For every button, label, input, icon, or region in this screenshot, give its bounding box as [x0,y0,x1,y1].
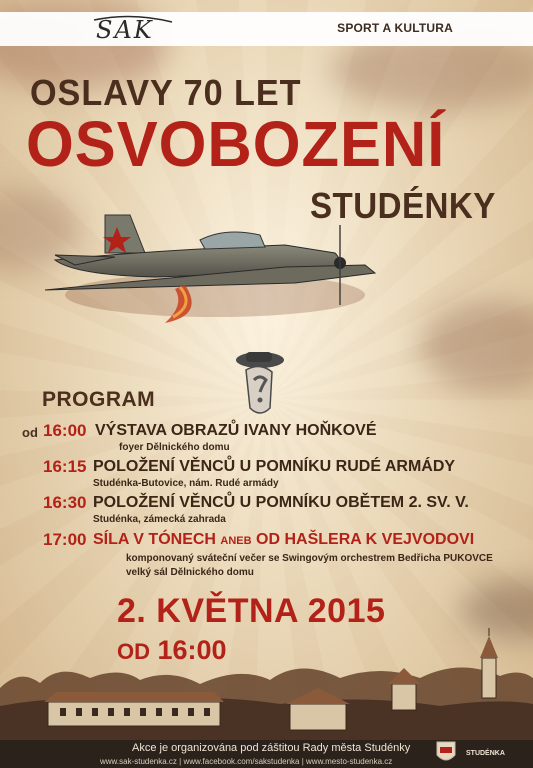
event-title-part: SÍLA V TÓNECH [93,531,216,548]
header-tagline: SPORT A KULTURA [337,21,453,35]
start-time-value: 16:00 [157,635,227,665]
title-line2: OSVOBOZENÍ [26,108,446,180]
landscape-illustration [0,628,533,740]
event-title: VÝSTAVA OBRAZŮ IVANY HOŇKOVÉ [95,422,377,439]
event-place: komponovaný sváteční večer se Swingovým orchestrem Bedřicha PUKOVCE [126,553,493,564]
event-title-part: OD HAŠLERA K VEJVODOVI [256,531,475,548]
event-place: Studénka-Butovice, nám. Rudé armády [93,478,279,489]
event-title: POLOŽENÍ VĚNCŮ U POMNÍKU OBĚTEM 2. SV. V. [93,494,469,511]
event-time: 16:30 [43,493,87,512]
event-title: POLOŽENÍ VĚNCŮ U POMNÍKU RUDÉ ARMÁDY [93,458,456,475]
title-line3: STUDÉNKY [310,185,496,226]
event-date: 2. KVĚTNA 2015 [117,592,386,630]
event-place: Studénka, zámecká zahrada [93,514,226,525]
header-bar [0,12,533,46]
event-time: 17:00 [43,530,87,549]
event-time: 16:15 [43,457,87,476]
event-place: foyer Dělnického domu [119,442,230,453]
event-place-2: velký sál Dělnického domu [126,567,254,578]
sak-logo-text: SAK [96,16,154,44]
town-name: STUDÉNKA [466,750,505,757]
event-time: 16:00 [43,421,87,440]
event-title-aneb: ANEB [220,535,252,547]
program-heading: PROGRAM [42,388,156,411]
airplane-illustration [35,205,405,325]
sak-logo [92,14,176,44]
town-crest-icon [436,741,456,765]
smoke-patch [420,300,533,390]
title-line1: OSLAVY 70 LET [30,72,302,113]
event-prefix: od [22,425,38,440]
mascot-figure [232,348,288,420]
footer-patronage: Akce je organizována pod záštitou Rady města Studénky [132,742,411,754]
footer-links[interactable]: www.sak-studenka.cz | www.facebook.com/sakstudenka | www.mesto-studenka.cz [100,757,393,766]
start-time-prefix: OD [117,639,150,664]
event-title [93,531,474,549]
